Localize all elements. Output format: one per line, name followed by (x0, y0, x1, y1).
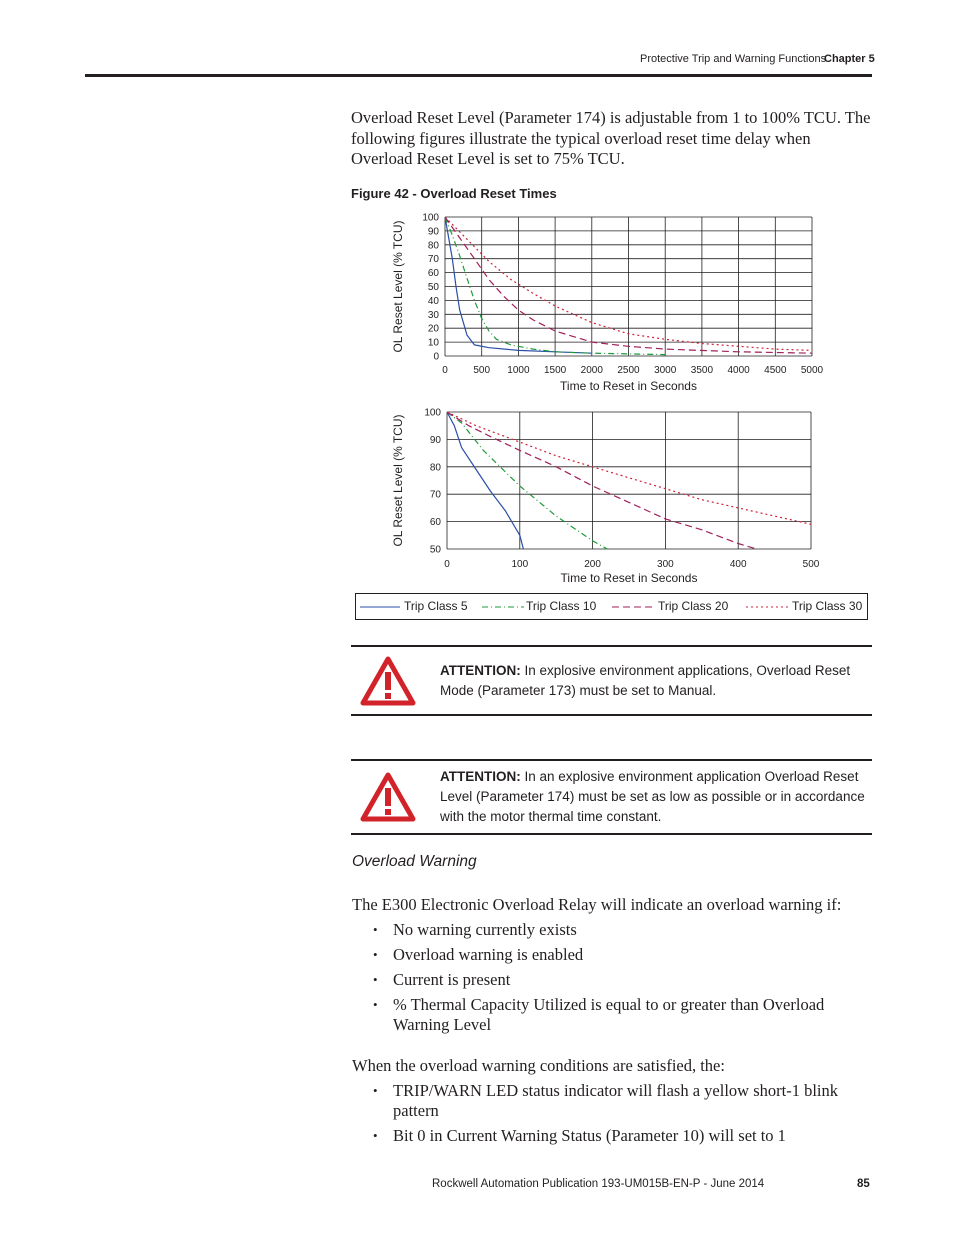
attention-message: In explosive environment applications, Overload Reset Mode (Parameter 173) must be set to Manual. (440, 663, 851, 698)
x-tick-label: 400 (729, 559, 747, 570)
legend-swatch-dash-dot (482, 598, 524, 616)
y-tick-label: 80 (429, 462, 441, 474)
warning-results-list (352, 1081, 877, 1151)
y-tick-label: 70 (427, 254, 439, 266)
footer-page-number: 85 (857, 1178, 870, 1190)
series-line-trip-class-5 (447, 412, 523, 549)
attention-message: In an explosive environment application Overload Reset Level (Parameter 174) must be set as low as possible or in accordance with the motor thermal time constant. (440, 769, 865, 824)
overload-warning-intro: The E300 Electronic Overload Relay will indicate an overload warning if: (352, 895, 842, 914)
list-item: • Bit 0 in Current Warning Status (Parameter 10) will set to 1 (352, 1126, 877, 1146)
x-tick-label: 4000 (727, 365, 750, 376)
x-tick-label: 200 (584, 559, 601, 570)
list-item: • TRIP/WARN LED status indicator will flash a yellow short-1 blink pattern (352, 1081, 877, 1121)
y-tick-label: 100 (424, 407, 441, 419)
x-tick-label: 2000 (580, 365, 603, 376)
overload-warning-heading: Overload Warning (352, 853, 477, 870)
warning-conditions-list (352, 920, 877, 1040)
figure-caption: Figure 42 - Overload Reset Times (351, 186, 557, 201)
y-tick-label: 70 (429, 489, 441, 501)
y-tick-label: 60 (427, 268, 439, 280)
legend-label: Trip Class 10 (526, 599, 597, 613)
attention-label: ATTENTION: (440, 769, 521, 784)
legend-item-trip-class-30 (746, 598, 866, 616)
x-tick-label: 0 (444, 559, 450, 570)
legend-item-trip-class-20 (612, 598, 732, 616)
y-tick-label: 20 (427, 323, 439, 335)
x-tick-label: 300 (657, 559, 674, 570)
list-item: • Current is present (352, 970, 877, 990)
warning-triangle-icon (360, 772, 416, 822)
y-axis-label: OL Reset Level (% TCU) (391, 414, 405, 547)
x-axis-label: Time to Reset in Seconds (560, 379, 697, 393)
y-tick-label: 0 (433, 351, 439, 363)
attention-label: ATTENTION: (440, 663, 521, 678)
x-tick-label: 3000 (654, 365, 677, 376)
x-tick-label: 1500 (543, 365, 567, 376)
x-tick-label: 5000 (800, 365, 824, 376)
x-tick-label: 0 (442, 365, 448, 376)
y-axis-label: OL Reset Level (% TCU) (391, 220, 405, 353)
attention-box-1 (351, 645, 872, 716)
warning-triangle-icon (360, 656, 416, 706)
header-chapter-label: Chapter 5 (824, 53, 875, 65)
y-tick-label: 90 (429, 434, 441, 446)
y-tick-label: 10 (427, 337, 439, 349)
y-tick-label: 80 (427, 240, 439, 252)
legend-swatch-solid (360, 598, 400, 616)
legend-item-trip-class-10 (482, 598, 602, 616)
list-item: • No warning currently exists (352, 920, 877, 940)
intro-paragraph: Overload Reset Level (Parameter 174) is adjustable from 1 to 100% TCU. The following figures illustrate the typical overload reset time delay when Overload Reset Level is set to 75% TCU. (351, 108, 871, 168)
attention-text-2 (440, 767, 865, 827)
y-tick-label: 30 (427, 309, 439, 321)
x-tick-label: 500 (802, 559, 820, 570)
x-tick-label: 1000 (507, 365, 530, 376)
x-tick-label: 4500 (764, 365, 787, 376)
list-item: • Overload warning is enabled (352, 945, 877, 965)
series-line-trip-class-10 (447, 412, 607, 549)
list-item: • % Thermal Capacity Utilized is equal to or greater than Overload Warning Level (352, 995, 877, 1035)
y-tick-label: 90 (427, 226, 439, 238)
y-tick-label: 40 (427, 295, 439, 307)
legend-swatch-dashed (612, 598, 656, 616)
attention-box-2 (351, 759, 872, 835)
y-tick-label: 50 (427, 282, 439, 293)
footer-publication: Rockwell Automation Publication 193-UM015B-EN-P - June 2014 (432, 1178, 765, 1190)
legend-label: Trip Class 30 (792, 599, 863, 613)
x-tick-label: 2500 (617, 365, 640, 376)
x-tick-label: 500 (473, 365, 491, 376)
y-tick-label: 100 (422, 212, 439, 224)
overload-warning-when: When the overload warning conditions are satisfied, the: (352, 1056, 725, 1075)
y-tick-label: 50 (429, 544, 441, 556)
chart-legend (355, 593, 868, 620)
x-tick-label: 3500 (690, 365, 714, 376)
y-tick-label: 60 (429, 517, 441, 529)
legend-label: Trip Class 20 (658, 599, 729, 613)
x-axis-label: Time to Reset in Seconds (560, 571, 698, 585)
x-tick-label: 100 (511, 559, 529, 570)
legend-swatch-dotted (746, 598, 788, 616)
legend-item-trip-class-5 (360, 598, 480, 616)
attention-text-1 (440, 661, 865, 701)
legend-label: Trip Class 5 (404, 599, 468, 613)
header-section-title: Protective Trip and Warning Functions (640, 53, 827, 65)
